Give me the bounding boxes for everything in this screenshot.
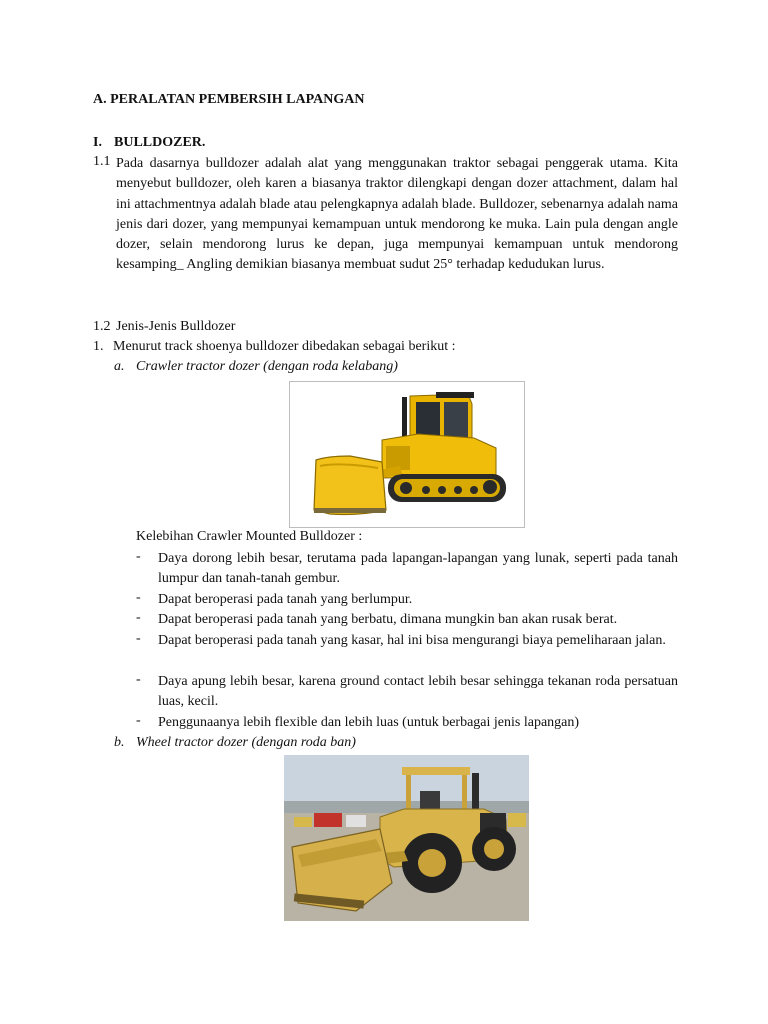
bullet-marker: - [136,610,141,625]
crawler-dozer-image [289,381,525,528]
bullet-marker: - [136,672,141,687]
bullet-marker: - [136,549,141,564]
list-item-1-number: 1. [93,339,104,354]
list-item [136,549,678,589]
bullet-text: Penggunaanya lebih flexible dan lebih luas (untuk berbagai jenis lapangan) [158,715,580,730]
bullet-marker: - [136,713,141,728]
bullet-marker: - [136,590,141,605]
list-item [136,713,678,733]
section-heading-i-number: I. [93,135,102,150]
bullet-marker: - [136,631,141,646]
advantages-title: Kelebihan Crawler Mounted Bulldozer : [136,529,363,544]
paragraph-1-1-text: Pada dasarnya bulldozer adalah alat yang menggunakan traktor sebagai penggerak utama. Kita menyebut bulldozer, oleh karen a biasanya traktor dilengkapi dengan dozer attachment, dalam hal ini attachmentnya adalah blade atau pelengkapnya adalah blade. Bulldozer, sebenarnya adalah nama jenis dari dozer, yang mempunyai kemampuan untuk mendorong ke muka. Lain pula dengan angle dozer, selain mendorong lurus ke depan, juga mempunyai kemampuan untuk mendorong kesamping_ Angling demikian biasanya membuat sudut 25° terhadap kedudukan lurus. [116,156,678,273]
bullet-text: Daya dorong lebih besar, terutama pada lapangan-lapangan yang lunak, seperti pada tanah lumpur dan tanah-tanah gembur. [158,551,678,587]
section-1-2-title: Jenis-Jenis Bulldozer [116,319,236,334]
paragraph-1-1-number: 1.1 [93,154,111,169]
sub-item-a-number: a. [114,359,125,374]
bullet-text: Dapat beroperasi pada tanah yang berbatu, dimana mungkin ban akan rusak berat. [158,612,618,627]
section-heading-i-title: BULLDOZER. [114,135,206,150]
list-item [136,672,678,712]
list-item [136,590,678,610]
section-heading-a: A. PERALATAN PEMBERSIH LAPANGAN [93,92,365,107]
wheel-dozer-image [284,755,529,921]
sub-item-b-number: b. [114,735,125,750]
list-item [136,631,678,671]
bullet-text: Dapat beroperasi pada tanah yang berlumpur. [158,592,413,607]
list-item [136,610,678,630]
section-1-2-number: 1.2 [93,319,111,334]
bullet-text: Daya apung lebih besar, karena ground contact lebih besar sehingga tekanan roda persatuan luas, kecil. [158,674,678,710]
list-item-1-text: Menurut track shoenya bulldozer dibedakan sebagai berikut : [113,339,456,354]
sub-item-b-text: Wheel tractor dozer (dengan roda ban) [136,735,356,750]
bullet-text: Dapat beroperasi pada tanah yang kasar, hal ini bisa mengurangi biaya pemeliharaan jalan. [158,633,666,648]
sub-item-a-text: Crawler tractor dozer (dengan roda kelabang) [136,359,398,374]
